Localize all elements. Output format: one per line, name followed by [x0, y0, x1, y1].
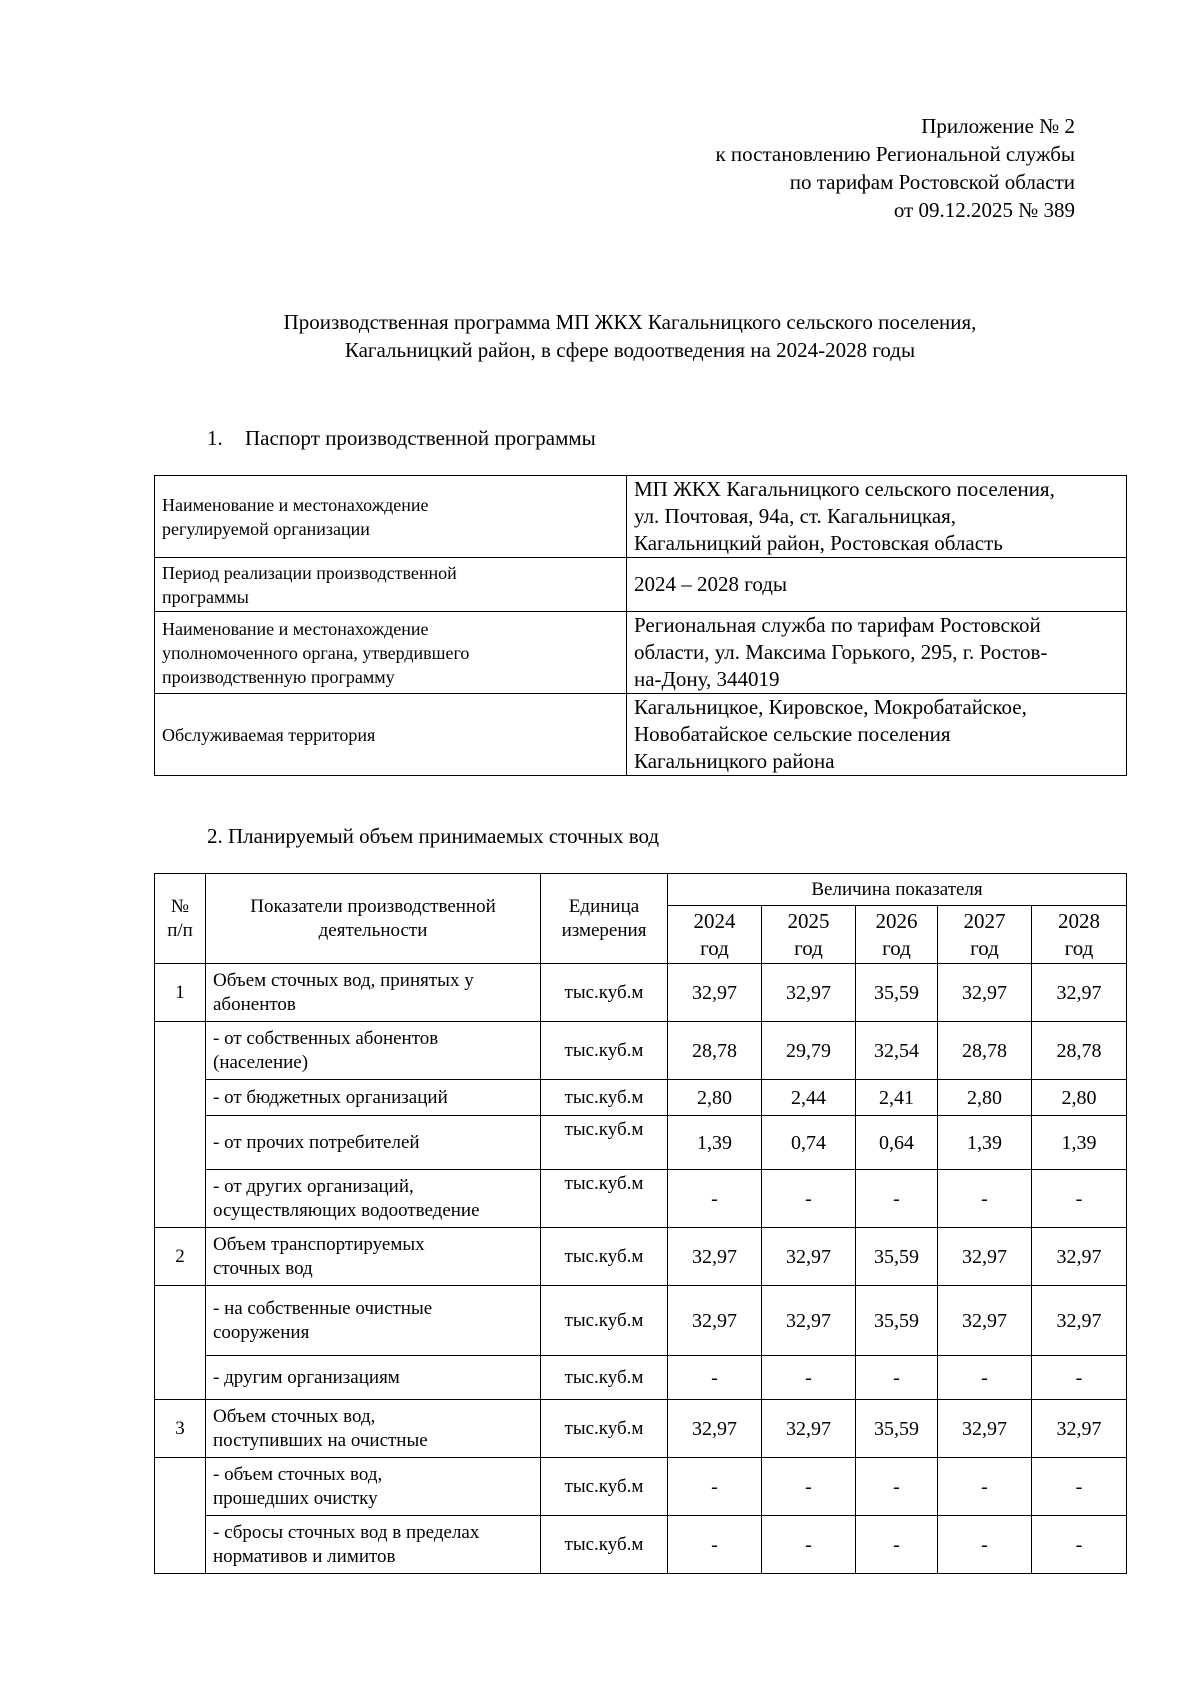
passport-label-line: производственную программу — [162, 666, 395, 687]
value-cell: 32,97 — [1032, 1286, 1127, 1356]
indicator-line: абонентов — [213, 993, 296, 1015]
value-cell: 2,44 — [762, 1080, 856, 1116]
row-number: 2 — [155, 1228, 206, 1286]
appendix-line: от 09.12.2025 № 389 — [893, 198, 1075, 222]
passport-value-line: на-Дону, 344019 — [634, 667, 780, 691]
col-header-year-line: год — [794, 935, 823, 960]
col-header-year-line: год — [882, 935, 911, 960]
table-row — [155, 1400, 1127, 1458]
unit-cell: тыс.куб.м — [541, 1516, 668, 1574]
indicator-cell — [206, 1080, 541, 1116]
unit-cell: тыс.куб.м — [541, 964, 668, 1022]
table-row — [155, 1170, 1127, 1228]
value-cell: - — [856, 1356, 938, 1400]
passport-label-line: Обслуживаемая территория — [162, 724, 376, 745]
value-cell: - — [938, 1458, 1032, 1516]
passport-value-line: Кагальницкое, Кировское, Мокробатайское, — [634, 695, 1027, 719]
indicator-line: - от прочих потребителей — [213, 1131, 420, 1153]
value-cell: 32,97 — [668, 1286, 762, 1356]
col-header-year — [938, 906, 1032, 964]
value-cell: 35,59 — [856, 1286, 938, 1356]
table-row — [155, 1458, 1127, 1516]
passport-value-line: МП ЖКХ Кагальницкого сельского поселения, — [634, 477, 1055, 501]
indicator-cell — [206, 964, 541, 1022]
value-cell: - — [668, 1356, 762, 1400]
row-number: 1 — [155, 964, 206, 1022]
indicator-cell — [206, 1400, 541, 1458]
col-header-num-line: п/п — [167, 919, 193, 941]
passport-value-line: Кагальницкого района — [634, 749, 835, 773]
passport-value-line: ул. Почтовая, 94а, ст. Кагальницкая, — [634, 504, 957, 528]
passport-label — [155, 694, 627, 776]
value-cell: - — [668, 1170, 762, 1228]
col-header-year — [668, 906, 762, 964]
value-cell: 35,59 — [856, 1400, 938, 1458]
passport-row — [155, 476, 1127, 558]
passport-value-line: области, ул. Максима Горького, 295, г. Ростов- — [634, 640, 1048, 664]
unit-cell: тыс.куб.м — [541, 1228, 668, 1286]
col-header-indicator-line: деятельности — [318, 919, 428, 941]
col-header-indicator — [206, 874, 541, 964]
passport-row — [155, 558, 1127, 612]
section1-number: 1. — [207, 426, 223, 450]
table-row — [155, 1356, 1127, 1400]
value-cell: 32,97 — [762, 1228, 856, 1286]
value-cell: - — [938, 1356, 1032, 1400]
value-cell: 35,59 — [856, 1228, 938, 1286]
value-cell: 32,97 — [762, 1400, 856, 1458]
value-cell: 32,97 — [762, 1286, 856, 1356]
indicator-line: Объем сточных вод, принятых у — [213, 969, 474, 991]
section2-heading: 2. Планируемый объем принимаемых сточных вод — [207, 824, 660, 848]
value-cell: 1,39 — [1032, 1116, 1127, 1170]
table-row — [155, 1286, 1127, 1356]
value-cell: 1,39 — [938, 1116, 1032, 1170]
passport-label-line: уполномоченного органа, утвердившего — [162, 642, 470, 663]
passport-value — [627, 558, 1127, 612]
row-number — [155, 1022, 206, 1228]
indicator-line: - другим организациям — [213, 1366, 400, 1388]
indicator-line: - от бюджетных организаций — [213, 1086, 448, 1108]
value-cell: - — [938, 1170, 1032, 1228]
passport-label — [155, 612, 627, 694]
col-header-year-line: год — [700, 935, 729, 960]
indicator-line: - сбросы сточных вод в пределах — [213, 1521, 480, 1543]
appendix-line: по тарифам Ростовской области — [789, 170, 1075, 194]
value-cell: 35,59 — [856, 964, 938, 1022]
passport-value — [627, 612, 1127, 694]
col-header-year-line: 2024 — [693, 908, 736, 933]
col-header-year-line: 2025 — [787, 908, 830, 933]
indicator-cell — [206, 1116, 541, 1170]
unit-cell: тыс.куб.м — [541, 1458, 668, 1516]
table-row — [155, 1516, 1127, 1574]
appendix-line: к постановлению Региональной службы — [715, 142, 1075, 166]
col-header-year-line: год — [970, 935, 999, 960]
passport-value-line: Новобатайское сельские поселения — [634, 722, 951, 746]
col-header-unit — [541, 874, 668, 964]
indicator-cell — [206, 1286, 541, 1356]
indicator-line: нормативов и лимитов — [213, 1545, 396, 1567]
col-header-unit-line: измерения — [561, 919, 647, 941]
indicator-line: сооружения — [213, 1321, 310, 1343]
indicator-line: (население) — [213, 1051, 309, 1073]
unit-cell: тыс.куб.м — [541, 1022, 668, 1080]
passport-row — [155, 612, 1127, 694]
value-cell: - — [668, 1458, 762, 1516]
indicator-line: Объем сточных вод, — [213, 1405, 376, 1427]
col-header-num-line: № — [170, 895, 190, 917]
indicator-line: поступивших на очистные — [213, 1429, 428, 1451]
appendix-header — [715, 112, 1075, 224]
value-cell: - — [1032, 1170, 1127, 1228]
passport-label — [155, 558, 627, 612]
value-cell: 0,64 — [856, 1116, 938, 1170]
col-header-year-line: год — [1064, 935, 1094, 960]
unit-cell: тыс.куб.м — [541, 1286, 668, 1356]
col-header-year — [1032, 906, 1127, 964]
table-row — [155, 1116, 1127, 1170]
value-cell: - — [1032, 1516, 1127, 1574]
value-cell: - — [856, 1170, 938, 1228]
row-number — [155, 1458, 206, 1574]
passport-value-line: Региональная служба по тарифам Ростовской — [634, 613, 1041, 637]
value-cell: - — [668, 1516, 762, 1574]
value-cell: 28,78 — [668, 1022, 762, 1080]
value-cell: - — [856, 1516, 938, 1574]
unit-cell: тыс.куб.м — [541, 1080, 668, 1116]
value-cell: 32,97 — [938, 964, 1032, 1022]
value-cell: 28,78 — [1032, 1022, 1127, 1080]
value-cell: 32,97 — [1032, 1400, 1127, 1458]
passport-table — [154, 475, 1127, 776]
value-cell: - — [762, 1356, 856, 1400]
value-cell: 32,97 — [1032, 964, 1127, 1022]
indicator-line: Объем транспортируемых — [213, 1233, 425, 1255]
value-cell: 2,41 — [856, 1080, 938, 1116]
value-cell: 2,80 — [938, 1080, 1032, 1116]
value-cell: 32,54 — [856, 1022, 938, 1080]
value-cell: 29,79 — [762, 1022, 856, 1080]
indicator-cell — [206, 1516, 541, 1574]
indicator-line: - от других организаций, — [213, 1175, 414, 1197]
value-cell: 32,97 — [762, 964, 856, 1022]
value-cell: 32,97 — [668, 1400, 762, 1458]
value-cell: 32,97 — [1032, 1228, 1127, 1286]
indicator-cell — [206, 1458, 541, 1516]
appendix-line: Приложение № 2 — [921, 114, 1075, 138]
col-header-num — [155, 874, 206, 964]
col-header-year-line: 2026 — [875, 908, 918, 933]
value-cell: - — [1032, 1356, 1127, 1400]
indicator-line: - на собственные очистные — [213, 1297, 433, 1319]
row-number: 3 — [155, 1400, 206, 1458]
indicator-line: прошедших очистку — [213, 1487, 378, 1509]
indicator-line: осуществляющих водоотведение — [213, 1199, 480, 1221]
unit-cell: тыс.куб.м — [541, 1170, 668, 1228]
value-cell: 32,97 — [938, 1286, 1032, 1356]
indicator-cell — [206, 1022, 541, 1080]
table-row — [155, 964, 1127, 1022]
section1-title: Паспорт производственной программы — [245, 426, 596, 450]
indicator-line: - от собственных абонентов — [213, 1027, 439, 1049]
passport-label-line: Наименование и местонахождение — [162, 494, 429, 515]
document-title-line: Кагальницкий район, в сфере водоотведения на 2024-2028 годы — [344, 338, 916, 362]
value-cell: - — [762, 1458, 856, 1516]
passport-label-line: регулируемой организации — [162, 518, 370, 539]
value-cell: 2,80 — [1032, 1080, 1127, 1116]
passport-value-line: 2024 – 2028 годы — [634, 572, 788, 596]
unit-cell: тыс.куб.м — [541, 1116, 668, 1170]
col-header-year-line: 2028 — [1058, 908, 1101, 933]
indicator-cell — [206, 1356, 541, 1400]
passport-label-line: Наименование и местонахождение — [162, 618, 429, 639]
col-header-value-group: Величина показателя — [668, 874, 1127, 906]
value-cell: 32,97 — [938, 1400, 1032, 1458]
passport-value — [627, 476, 1127, 558]
value-cell: - — [762, 1170, 856, 1228]
document-title — [150, 308, 1110, 364]
passport-row — [155, 694, 1127, 776]
value-cell: - — [1032, 1458, 1127, 1516]
value-cell: 1,39 — [668, 1116, 762, 1170]
value-cell: 28,78 — [938, 1022, 1032, 1080]
indicator-cell — [206, 1228, 541, 1286]
unit-cell: тыс.куб.м — [541, 1356, 668, 1400]
indicator-line: сточных вод — [213, 1257, 313, 1279]
passport-value — [627, 694, 1127, 776]
passport-label-line: программы — [162, 586, 249, 607]
col-header-indicator-line: Показатели производственной — [250, 895, 496, 917]
passport-label — [155, 476, 627, 558]
value-cell: 32,97 — [668, 1228, 762, 1286]
indicator-cell — [206, 1170, 541, 1228]
passport-label-line: Период реализации производственной — [162, 562, 457, 583]
value-cell: 32,97 — [938, 1228, 1032, 1286]
value-cell: 2,80 — [668, 1080, 762, 1116]
row-number — [155, 1286, 206, 1400]
value-cell: - — [856, 1458, 938, 1516]
col-header-year — [856, 906, 938, 964]
document-title-line: Производственная программа МП ЖКХ Кагальницкого сельского поселения, — [283, 310, 977, 334]
table-row — [155, 1022, 1127, 1080]
value-cell: 32,97 — [668, 964, 762, 1022]
col-header-year — [762, 906, 856, 964]
unit-cell: тыс.куб.м — [541, 1400, 668, 1458]
section1-heading — [207, 424, 596, 452]
table-row — [155, 1080, 1127, 1116]
value-cell: - — [938, 1516, 1032, 1574]
passport-value-line: Кагальницкий район, Ростовская область — [634, 531, 1003, 555]
value-cell: 0,74 — [762, 1116, 856, 1170]
value-cell: - — [762, 1516, 856, 1574]
table-row — [155, 1228, 1127, 1286]
col-header-year-line: 2027 — [963, 908, 1006, 933]
col-header-unit-line: Единица — [568, 895, 640, 917]
indicator-line: - объем сточных вод, — [213, 1463, 383, 1485]
volume-table — [154, 873, 1127, 1574]
